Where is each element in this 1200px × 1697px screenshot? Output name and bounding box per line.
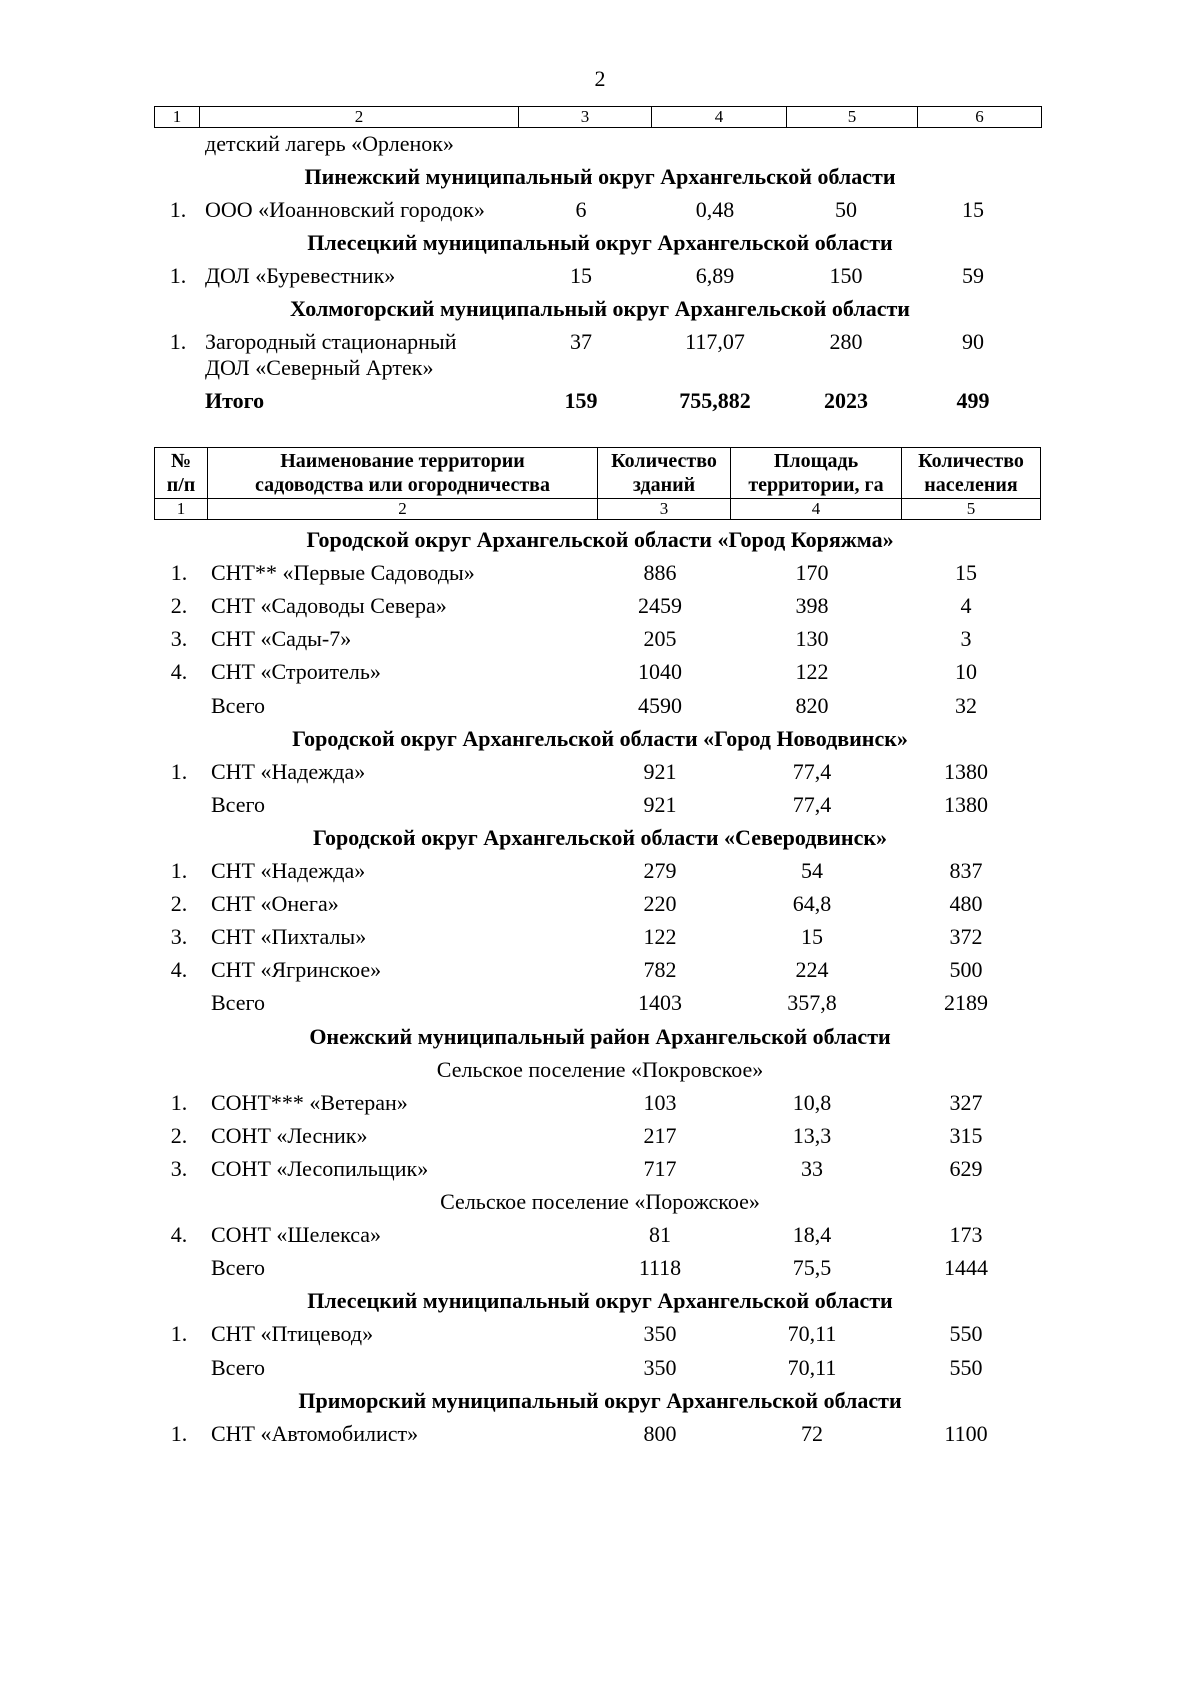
- cell-c4: 117,07: [685, 329, 745, 354]
- total-c5: 2023: [824, 388, 868, 413]
- cell-c3: 886: [643, 560, 677, 586]
- subsection-title: Сельское поселение «Покровское»: [436, 1057, 764, 1082]
- cell-c4: 54: [801, 858, 823, 883]
- cell-c5: 550: [949, 1354, 983, 1380]
- cell-c3: 350: [643, 1321, 677, 1347]
- cell-c5: 629: [949, 1155, 983, 1181]
- cell-c4: 75,5: [792, 1255, 832, 1281]
- cell-c6: 15: [962, 197, 984, 222]
- row-name: СНТ «Строитель»: [211, 659, 381, 685]
- cell-c3: 6: [575, 197, 587, 222]
- row-name: СОНТ «Лесник»: [211, 1122, 368, 1148]
- cell-c3: 220: [643, 891, 677, 917]
- column-number-cell: 4: [731, 499, 902, 520]
- column-header-line: п/п: [166, 474, 196, 496]
- cell-c3: 921: [643, 758, 677, 784]
- column-header-line: Наименование территории: [280, 450, 525, 472]
- cell-c5: 1380: [944, 758, 988, 784]
- cell-c3: 15: [570, 263, 592, 288]
- cell-c3: 921: [643, 791, 677, 817]
- cell-c4: 64,8: [792, 891, 832, 917]
- row-name: Всего: [211, 1354, 265, 1380]
- cell-c5: 1100: [944, 1420, 988, 1446]
- row-name: Загородный стационарный: [205, 329, 457, 354]
- cell-c3: 350: [643, 1354, 677, 1380]
- row-number: 3.: [170, 1155, 188, 1181]
- row-name: СНТ «Надежда»: [211, 758, 366, 784]
- cell-c5: 837: [949, 858, 983, 883]
- row-name: СОНТ «Шелекса»: [211, 1222, 382, 1248]
- cell-c4: 33: [801, 1155, 823, 1181]
- column-number-cell: 1: [155, 107, 200, 128]
- cell-c5: 480: [949, 891, 983, 917]
- column-number-cell: 3: [519, 107, 652, 128]
- cell-c4: 130: [795, 626, 829, 652]
- column-header: [731, 448, 902, 499]
- cell-c3: 217: [643, 1122, 677, 1148]
- row-name: ООО «Иоанновский городок»: [205, 197, 485, 222]
- row-name: СНТ «Птицевод»: [211, 1321, 374, 1347]
- cell-c3: 122: [643, 924, 677, 950]
- cell-c4: 18,4: [792, 1222, 832, 1248]
- column-number-cell: 5: [787, 107, 918, 128]
- column-header-line: Количество: [918, 450, 1024, 472]
- column-number-cell: 3: [598, 499, 731, 520]
- row-number: 3.: [170, 626, 188, 652]
- column-header-line: зданий: [632, 474, 696, 496]
- cell-c5: 10: [955, 659, 977, 685]
- cell-c4: 224: [795, 957, 829, 983]
- cell-c3: 1040: [638, 659, 682, 685]
- cell-c4: 72: [801, 1420, 823, 1446]
- cell-c4: 357,8: [787, 990, 837, 1016]
- table1-column-numbers: [154, 106, 1042, 128]
- cell-c5: 150: [829, 263, 863, 288]
- row-name: СНТ «Онега»: [211, 891, 339, 917]
- cell-c4: 0,48: [695, 197, 735, 222]
- row-name: СНТ** «Первые Садоводы»: [211, 560, 475, 586]
- row-name: Всего: [211, 990, 265, 1016]
- cell-c5: 500: [949, 957, 983, 983]
- cell-c5: 15: [955, 560, 977, 586]
- cell-c4: 170: [795, 560, 829, 586]
- cell-c4: 70,11: [787, 1321, 837, 1347]
- cell-c6: 90: [962, 329, 984, 354]
- section-title: Плесецкий муниципальный округ Архангельской области: [307, 230, 893, 255]
- cell-c5: 173: [949, 1222, 983, 1248]
- subsection-title: Сельское поселение «Порожское»: [440, 1189, 760, 1214]
- cell-c4: 122: [795, 659, 829, 685]
- row-name: СОНТ*** «Ветеран»: [211, 1089, 408, 1115]
- row-name: ДОЛ «Северный Артек»: [205, 355, 434, 380]
- cell-c5: 327: [949, 1089, 983, 1115]
- column-header-line: территории, га: [748, 474, 884, 496]
- section-title: Холмогорский муниципальный округ Архангельской области: [290, 296, 910, 321]
- cell-c3: 4590: [638, 692, 682, 718]
- section-title: Городской округ Архангельской области «Город Коряжма»: [306, 527, 894, 552]
- column-header: [902, 448, 1041, 499]
- cell-c3: 205: [643, 626, 677, 652]
- row-number: 1.: [170, 858, 188, 883]
- cell-c5: 32: [955, 692, 977, 718]
- cell-c4: 77,4: [792, 791, 832, 817]
- row-name: СОНТ «Лесопильщик»: [211, 1155, 429, 1181]
- cell-c5: 50: [835, 197, 857, 222]
- row-number: 1.: [170, 758, 188, 784]
- column-number-cell: 4: [652, 107, 787, 128]
- cell-c3: 1403: [638, 990, 682, 1016]
- section-title: Онежский муниципальный район Архангельской области: [309, 1024, 891, 1049]
- cell-c3: 103: [643, 1089, 677, 1115]
- cell-c4: 15: [801, 924, 823, 950]
- row-name: ДОЛ «Буревестник»: [205, 263, 396, 288]
- section-title: Городской округ Архангельской области «Северодвинск»: [312, 825, 888, 850]
- column-header-line: Площадь: [773, 450, 859, 472]
- total-c4: 755,882: [679, 388, 751, 413]
- continuation-text: детский лагерь «Орленок»: [205, 131, 454, 156]
- row-number: 4.: [170, 957, 188, 983]
- table2-header: [154, 447, 1041, 520]
- row-name: СНТ «Ягринское»: [211, 957, 382, 983]
- column-number-cell: 5: [902, 499, 1041, 520]
- total-label: Итого: [205, 388, 265, 413]
- cell-c3: 800: [643, 1420, 677, 1446]
- row-name: СНТ «Сады-7»: [211, 626, 352, 652]
- column-number-cell: 1: [155, 499, 208, 520]
- cell-c3: 2459: [638, 593, 682, 619]
- cell-c5: 372: [949, 924, 983, 950]
- row-name: СНТ «Надежда»: [211, 858, 366, 883]
- cell-c5: 4: [960, 593, 972, 619]
- section-title: Плесецкий муниципальный округ Архангельской области: [307, 1288, 893, 1313]
- cell-c6: 59: [962, 263, 984, 288]
- cell-c3: 717: [643, 1155, 677, 1181]
- cell-c3: 782: [643, 957, 677, 983]
- cell-c5: 280: [829, 329, 863, 354]
- row-number: 4.: [170, 659, 188, 685]
- cell-c4: 398: [795, 593, 829, 619]
- cell-c3: 279: [643, 858, 677, 883]
- column-number-cell: 6: [918, 107, 1042, 128]
- row-number: 1.: [169, 197, 187, 222]
- row-number: 2.: [170, 891, 188, 917]
- row-number: 1.: [169, 263, 187, 288]
- section-title: Пинежский муниципальный округ Архангельской области: [304, 164, 896, 189]
- cell-c4: 820: [795, 692, 829, 718]
- cell-c4: 70,11: [787, 1354, 837, 1380]
- column-number-cell: 2: [200, 107, 519, 128]
- section-title: Приморский муниципальный округ Архангельской области: [298, 1388, 902, 1413]
- row-name: Всего: [211, 791, 265, 817]
- row-number: 1.: [170, 560, 188, 586]
- row-name: СНТ «Автомобилист»: [211, 1420, 419, 1446]
- page-number: 2: [594, 66, 606, 91]
- cell-c5: 1380: [944, 791, 988, 817]
- cell-c4: 77,4: [792, 758, 832, 784]
- cell-c4: 10,8: [792, 1089, 832, 1115]
- cell-c5: 1444: [944, 1255, 988, 1281]
- cell-c4: 6,89: [695, 263, 735, 288]
- total-c6: 499: [956, 388, 990, 413]
- row-name: Всего: [211, 692, 265, 718]
- column-header-line: Количество: [611, 450, 717, 472]
- column-header: [208, 448, 598, 499]
- column-header: [155, 448, 208, 499]
- row-number: 2.: [170, 1122, 188, 1148]
- cell-c4: 13,3: [792, 1122, 832, 1148]
- cell-c5: 2189: [944, 990, 988, 1016]
- column-number-cell: 2: [208, 499, 598, 520]
- section-title: Городской округ Архангельской области «Город Новодвинск»: [292, 726, 908, 751]
- column-header-line: №: [170, 450, 192, 472]
- cell-c5: 550: [949, 1321, 983, 1347]
- cell-c5: 315: [949, 1122, 983, 1148]
- cell-c3: 1118: [638, 1255, 682, 1281]
- row-number: 1.: [170, 1089, 188, 1115]
- cell-c3: 81: [649, 1222, 671, 1248]
- row-number: 2.: [170, 593, 188, 619]
- column-header-line: садоводства или огородничества: [255, 474, 550, 496]
- row-number: 4.: [170, 1222, 188, 1248]
- column-header-line: населения: [924, 474, 1018, 496]
- row-number: 1.: [170, 1420, 188, 1446]
- row-number: 3.: [170, 924, 188, 950]
- row-name: Всего: [211, 1255, 265, 1281]
- row-name: СНТ «Садоводы Севера»: [211, 593, 447, 619]
- row-name: СНТ «Пихталы»: [211, 924, 367, 950]
- total-c3: 159: [564, 388, 598, 413]
- cell-c3: 37: [570, 329, 592, 354]
- row-number: 1.: [169, 329, 187, 354]
- cell-c5: 3: [960, 626, 972, 652]
- column-header: [598, 448, 731, 499]
- row-number: 1.: [170, 1321, 188, 1347]
